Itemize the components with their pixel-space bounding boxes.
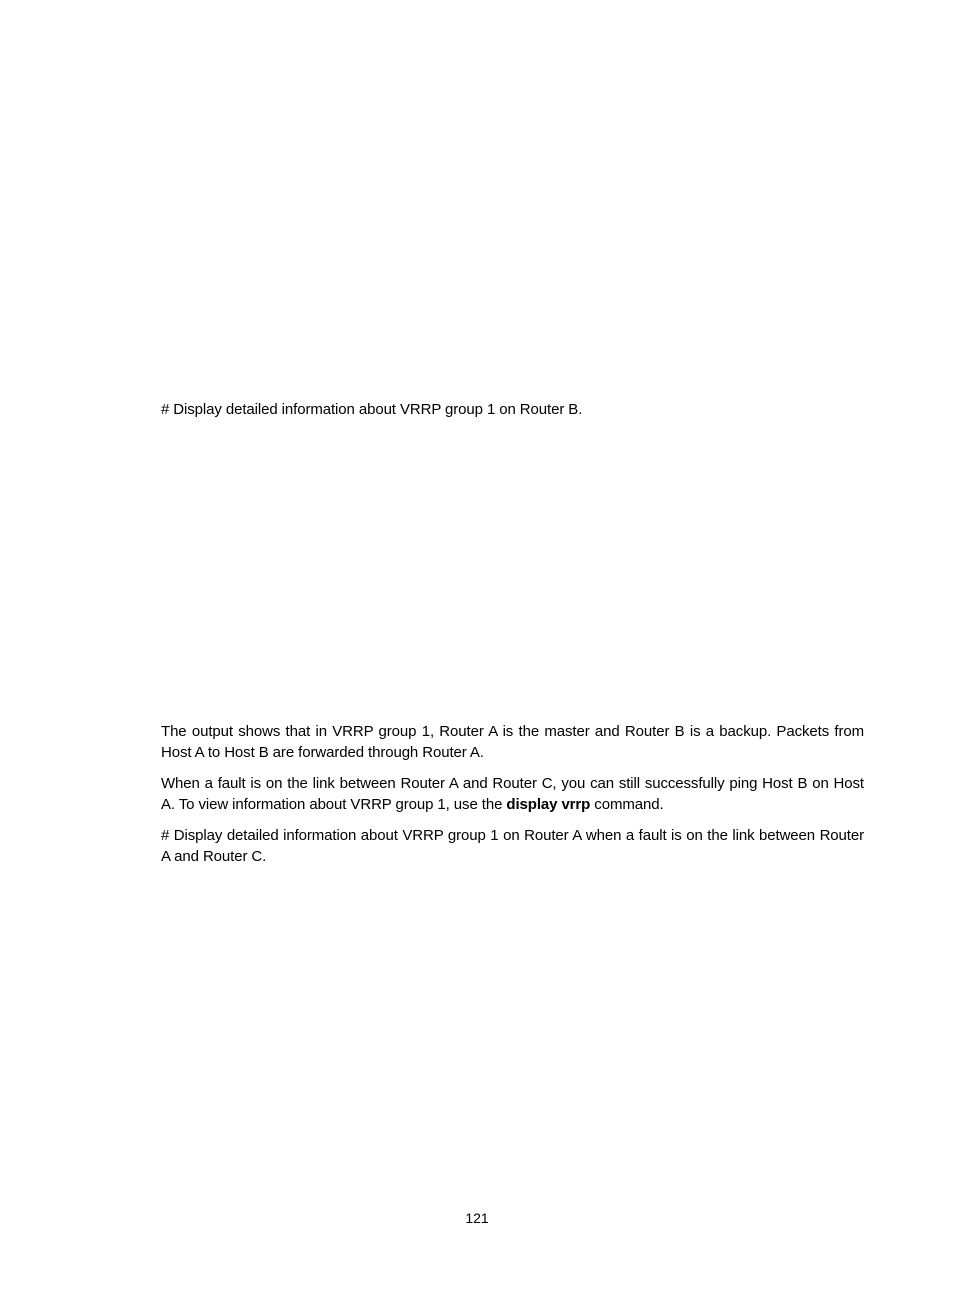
- paragraph-display-router-a-fault: # Display detailed information about VRRP group 1 on Router A when a fault is on the link between Router A and Router C.: [161, 827, 864, 865]
- page-number: 121: [465, 1210, 489, 1226]
- paragraph-output-summary: The output shows that in VRRP group 1, Router A is the master and Router B is a backup. Packets from Host A to Host B are forwarded through Router A.: [161, 723, 864, 761]
- paragraph-fault-ping-tail: command.: [590, 796, 664, 813]
- paragraph-fault-ping: [161, 773, 864, 815]
- paragraph-fault-ping-text: When a fault is on the link between Router A and Router C, you can still successfully ping Host B on Host A. To view information about VRRP group 1, use the: [161, 775, 864, 813]
- paragraph-display-router-b: # Display detailed information about VRRP group 1 on Router B.: [161, 401, 583, 418]
- command-display-vrrp: display vrrp: [506, 796, 591, 813]
